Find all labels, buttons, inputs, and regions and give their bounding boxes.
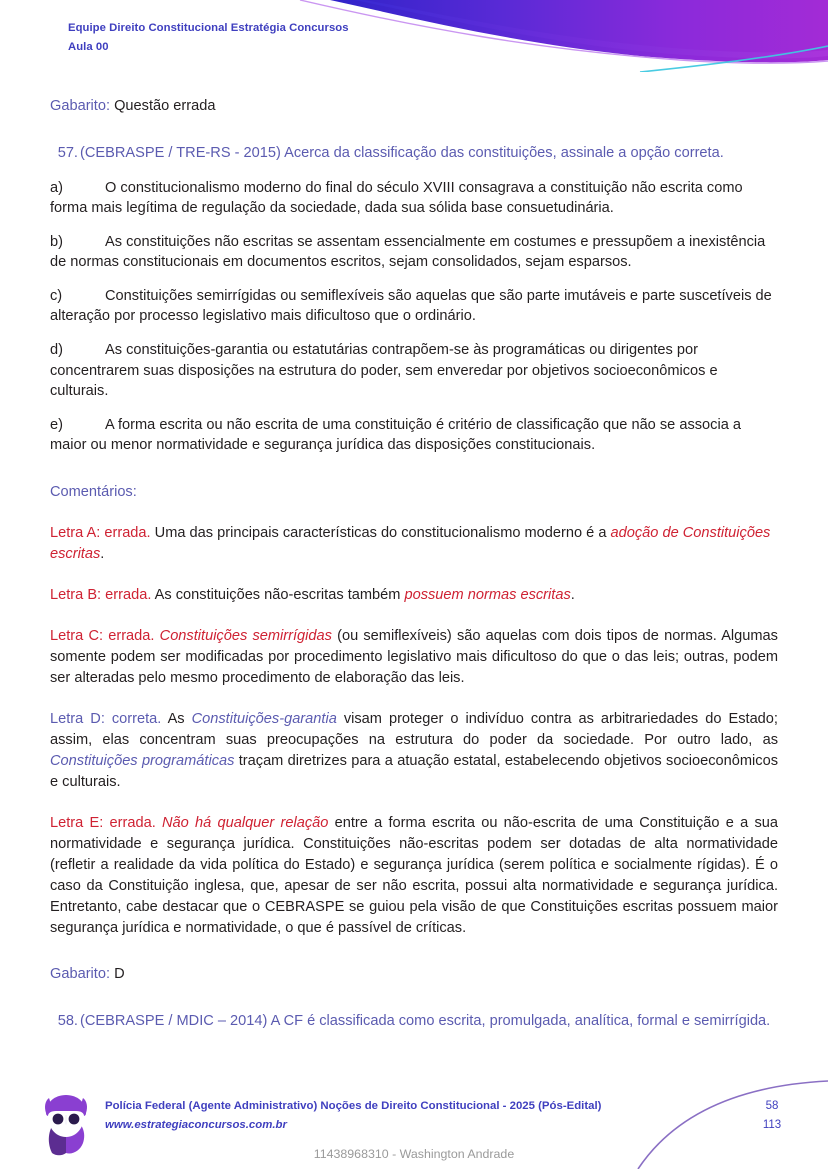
page-number-block xyxy=(752,1097,792,1135)
comment-letra-e xyxy=(50,813,778,939)
question-57-text: (CEBRASPE / TRE-RS - 2015) Acerca da classificação das constituições, assinale a opção correta. xyxy=(80,145,724,161)
gabarito-answer-bottom xyxy=(50,964,778,985)
comment-letra-d-body-3: traçam diretrizes para a atuação estatal, estabelecendo objetivos socioeconômicos e culturais. xyxy=(50,752,778,790)
alternative-d-text: As constituições-garantia ou estatutárias contrapõem-se às programáticas ou dirigentes por concentrarem suas disposições na estrutura do poder, sem enveredar por objetivos socioeconômicos e culturais. xyxy=(50,342,718,400)
page-header xyxy=(0,0,828,72)
alternative-a-text: O constitucionalismo moderno do final do século XVIII consagrava a constituição não escrita como forma mais legítima de regulação da sociedade, dada sua sólida base consuetudinária. xyxy=(50,179,743,217)
page-number-total: 113 xyxy=(762,1119,782,1131)
alternative-e-text: A forma escrita ou não escrita de uma constituição é critério de classificação que não se associa a maior ou menor normatividade e segurança jurídica das disposições constitucionais. xyxy=(50,416,741,454)
comment-letra-d-emphasis-2: Constituições programáticas xyxy=(50,752,235,769)
comment-letra-a-label: Letra A: errada. xyxy=(50,524,151,541)
gabarito-label-bottom: Gabarito: xyxy=(50,965,111,982)
question-58-number: 58. xyxy=(57,1012,78,1029)
comment-letra-a-emphasis-1: adoção de Constituições escritas xyxy=(50,524,771,562)
question-58 xyxy=(50,1011,778,1033)
alternative-b-text: As constituições não escritas se assentam essencialmente em costumes e pressupõem a inexistência de normas constitucionais em documentos escritos, sejam consolidados, sejam esparsos. xyxy=(50,233,766,271)
alternative-a xyxy=(50,178,778,219)
watermark-user-id: 11438968310 - Washington Andrade xyxy=(313,1147,515,1161)
gabarito-label-top: Gabarito: xyxy=(50,98,111,114)
question-57 xyxy=(50,143,778,165)
comment-letra-b-body-2: . xyxy=(570,586,575,603)
comment-letra-e-body-2: entre a forma escrita ou não-escrita de uma Constituição e a sua normatividade e segurança jurídica. Constituições não-escritas podem ser dotadas de alta normatividade (refletir a realidade da vida política do Estado) e segurança jurídica (serem política e socialmente rígidas). É o caso da Constituição inglesa, que, apesar de ser não escrita, possui alta normatividade e segurança jurídica. Entretanto, cabe destacar que o CEBRASPE se guiou pela visão de que Constituições escritas possuem maior segurança jurídica e normatividade, o que é passível de críticas. xyxy=(50,814,778,936)
comment-letra-e-label: Letra E: errada. xyxy=(50,814,156,831)
footer-course-title: Polícia Federal (Agente Administrativo) Noções de Direito Constitucional - 2025 (Pós-Edital) xyxy=(105,1100,602,1112)
comment-letra-b-emphasis-1: possuem normas escritas xyxy=(404,586,571,603)
header-discipline-line: Equipe Direito Constitucional Estratégia Concursos xyxy=(68,22,349,34)
alternative-c-text: Constituições semirrígidas ou semiflexíveis são aquelas que são parte imutáveis e parte suscetíveis de alteração por processo legislativo mais dificultoso que o ordinário. xyxy=(50,287,772,325)
question-58-text: (CEBRASPE / MDIC – 2014) A CF é classificada como escrita, promulgada, analítica, formal e semirrígida. xyxy=(80,1012,771,1029)
comment-letra-a-body-1: Uma das principais características do constitucionalismo moderno é a xyxy=(150,524,611,541)
comment-letra-c-emphasis-1: Constituições semirrígidas xyxy=(159,627,332,644)
comment-letra-d-body-2: visam proteger o indivíduo contra as arbitrariedades do Estado; assim, elas concentram suas preocupações na estrutura do poder da sociedade. Por outro lado, as xyxy=(50,710,778,748)
comment-letra-a-body-2: . xyxy=(100,545,105,562)
page-footer xyxy=(0,1077,828,1169)
comment-letra-b-body-1: As constituições não-escritas também xyxy=(151,586,405,603)
header-lesson-line: Aula 00 xyxy=(68,41,109,53)
footer-text-block xyxy=(105,1097,601,1135)
gabarito-value-top: Questão errada xyxy=(110,98,216,114)
alternative-d xyxy=(50,340,778,402)
gabarito-answer-top xyxy=(50,96,778,117)
comment-letra-b-label: Letra B: errada. xyxy=(50,586,152,603)
footer-website-link[interactable]: www.estrategiaconcursos.com.br xyxy=(105,1119,287,1131)
comment-letra-a xyxy=(50,523,778,565)
alternative-d-letter: d) xyxy=(50,342,63,359)
alternative-e xyxy=(50,415,778,456)
alternative-c-letter: c) xyxy=(50,287,63,304)
comment-letra-c-body-2: (ou semiflexíveis) são aquelas com dois tipos de normas. Algumas somente podem ser modificadas por procedimento legislativo mais dificultoso do que o das leis; outras, podem ser alteradas pelo mesmo procedimento de elaboração das leis. xyxy=(50,627,778,686)
alternative-e-letter: e) xyxy=(50,416,63,433)
comentarios-heading: Comentários: xyxy=(50,484,137,501)
comment-letra-d-label: Letra D: correta. xyxy=(50,710,162,727)
gabarito-value-bottom: D xyxy=(110,965,125,982)
comment-letra-d-body-1: As xyxy=(161,710,192,727)
comment-letra-c xyxy=(50,626,778,689)
page-number-current: 58 xyxy=(765,1100,779,1112)
comment-letra-c-label: Letra C: errada. xyxy=(50,627,155,644)
header-title-block xyxy=(68,19,349,57)
document-content xyxy=(50,96,778,1032)
alternative-b xyxy=(50,232,778,273)
alternative-a-letter: a) xyxy=(50,179,63,196)
question-57-number: 57. xyxy=(57,145,78,161)
comment-letra-b xyxy=(50,585,778,606)
comment-letra-e-emphasis-1: Não há qualquer relação xyxy=(162,814,329,831)
comment-letra-d-emphasis-1: Constituições-garantia xyxy=(191,710,337,727)
alternative-b-letter: b) xyxy=(50,233,63,250)
alternative-c xyxy=(50,286,778,327)
comment-letra-d xyxy=(50,709,778,793)
